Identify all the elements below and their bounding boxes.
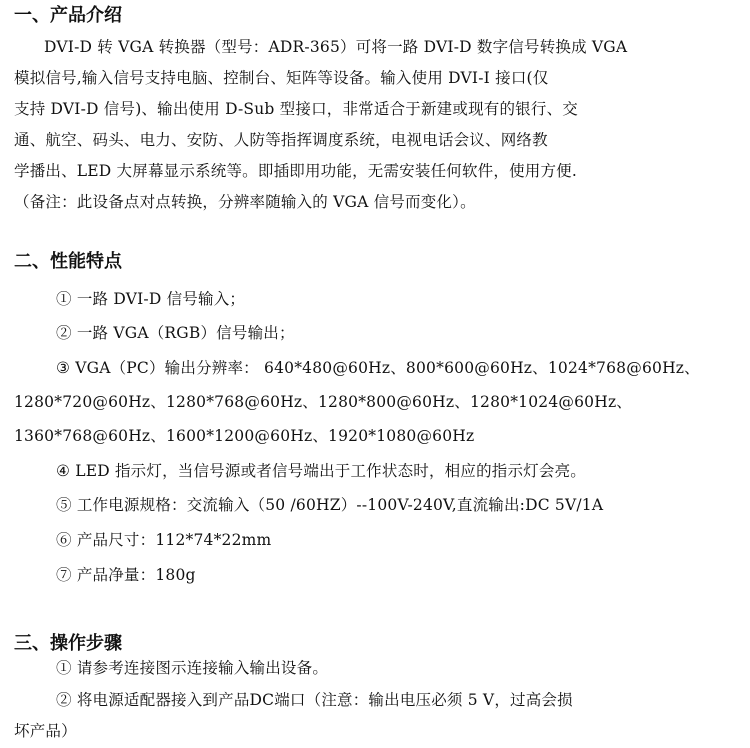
- intro-paragraph-line: 模拟信号,输入信号支持电脑、控制台、矩阵等设备。输入使用 DVI-I 接口(仅: [14, 69, 549, 87]
- intro-paragraph-line: 通、航空、码头、电力、安防、人防等指挥调度系统，电视电话会议、网络教: [14, 131, 548, 149]
- operation-step: ① 请参考连接图示连接输入输出设备。: [56, 659, 329, 677]
- feature-item-continuation: 1280*720@60Hz、1280*768@60Hz、1280*800@60Hz、1280*1024@60Hz、: [14, 393, 633, 411]
- section-heading-product-intro: 一、产品介绍: [14, 5, 122, 26]
- intro-paragraph-line: 学播出、LED 大屏幕显示系统等。即插即用功能，无需安装任何软件，使用方便.: [14, 162, 577, 180]
- feature-item: ⑥ 产品尺寸：112*74*22mm: [56, 531, 272, 549]
- feature-item: ⑦ 产品净量：180g: [56, 566, 196, 584]
- feature-item-continuation: 1360*768@60Hz、1600*1200@60Hz、1920*1080@60Hz: [14, 427, 475, 445]
- intro-paragraph-line: 支持 DVI-D 信号)、输出使用 D-Sub 型接口，非常适合于新建或现有的银行、交: [14, 100, 578, 118]
- section-heading-operation-steps: 三、操作步骤: [14, 633, 122, 654]
- feature-item: ① 一路 DVI-D 信号输入；: [56, 290, 246, 308]
- operation-step: ② 将电源适配器接入到产品DC端口（注意：输出电压必须 5 V，过高会损: [56, 691, 573, 709]
- intro-paragraph-note: （备注：此设备点对点转换，分辨率随输入的 VGA 信号而变化）。: [14, 193, 476, 211]
- intro-paragraph-line: DVI-D 转 VGA 转换器（型号：ADR-365）可将一路 DVI-D 数字信号转换成 VGA: [44, 38, 628, 56]
- feature-item-resolutions: ③ VGA（PC）输出分辨率： 640*480@60Hz、800*600@60Hz、1024*768@60Hz、: [56, 359, 700, 377]
- feature-item: ⑤ 工作电源规格：交流输入（50 /60HZ）--100V-240V,直流输出:DC 5V/1A: [56, 496, 604, 514]
- feature-item: ④ LED 指示灯，当信号源或者信号端出于工作状态时，相应的指示灯会亮。: [56, 462, 586, 480]
- feature-item: ② 一路 VGA（RGB）信号输出；: [56, 324, 295, 342]
- section-heading-features: 二、性能特点: [14, 251, 122, 272]
- operation-step-continuation: 坏产品）: [14, 722, 77, 740]
